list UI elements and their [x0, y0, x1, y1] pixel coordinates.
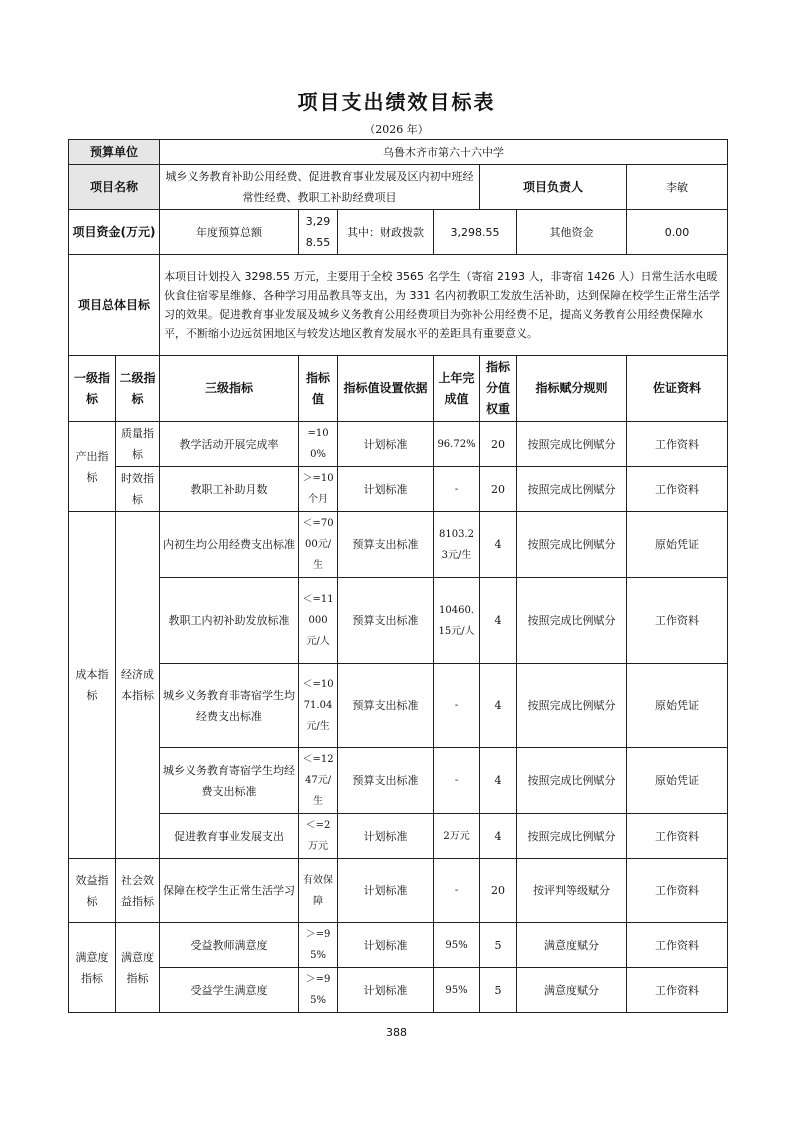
row-weight: 4: [480, 664, 517, 748]
annual-budget-label: 年度预算总额: [160, 210, 299, 255]
row-level3: 教学活动开展完成率: [160, 422, 299, 467]
header-rule: 指标赋分规则: [517, 356, 627, 422]
group-timeliness: 时效指标: [116, 467, 160, 512]
project-name-value: 城乡义务教育补助公用经费、促进教育事业发展及区内初中班经常性经费、教职工补助经费项目: [160, 165, 480, 210]
page-title: 项目支出绩效目标表: [297, 90, 496, 114]
performance-goal-table: [68, 139, 728, 1013]
row-evidence: 工作资料: [627, 578, 728, 664]
header-last-year: 上年完成值: [434, 356, 480, 422]
row-level3: 受益教师满意度: [160, 923, 299, 968]
row-value: ＞=10个月: [299, 467, 338, 512]
project-name-label: 项目名称: [69, 165, 160, 210]
row-weight: 20: [480, 422, 517, 467]
overall-goal-text: 本项目计划投入 3298.55 万元，主要用于全校 3565 名学生（寄宿 2193 人，非寄宿 1426 人）日常生活水电暖伙食住宿零星维修、各种学习用品教具等支出，为 331 名内初教职工发放生活补助，达到保障在校学生正常生活学习的效果。促进教育事业发展及城乡义务教育公用经费项目为弥补公用经费不足，提高义务教育公用经费保障水平，不断缩小边远贫困地区与较发达地区教育发展水平的差距具有重要意义。: [160, 255, 728, 356]
row-last-year: 2万元: [434, 814, 480, 859]
row-last-year: 10460.15元/人: [434, 578, 480, 664]
header-level3: 三级指标: [160, 356, 299, 422]
row-last-year: -: [434, 859, 480, 923]
row-value: =100%: [299, 422, 338, 467]
row-value: ＞=95%: [299, 968, 338, 1013]
row-rule: 按照完成比例赋分: [517, 422, 627, 467]
row-basis: 计划标准: [338, 859, 434, 923]
project-leader-value: 李敏: [627, 165, 728, 210]
header-weight: 指标分值权重: [480, 356, 517, 422]
row-value: ＜=1071.04元/生: [299, 664, 338, 748]
row-level3: 城乡义务教育非寄宿学生均经费支出标准: [160, 664, 299, 748]
row-last-year: -: [434, 664, 480, 748]
budget-unit-label: 预算单位: [69, 140, 160, 165]
row-evidence: 工作资料: [627, 422, 728, 467]
row-evidence: 原始凭证: [627, 512, 728, 578]
row-rule: 按照完成比例赋分: [517, 512, 627, 578]
group-social-benefit: 社会效益指标: [116, 859, 160, 923]
project-leader-label: 项目负责人: [480, 165, 627, 210]
row-last-year: 95%: [434, 968, 480, 1013]
row-level3: 教职工补助月数: [160, 467, 299, 512]
group-cost: 成本指标: [69, 512, 116, 859]
page-number: 388: [386, 1026, 407, 1039]
row-evidence: 原始凭证: [627, 748, 728, 814]
row-basis: 预算支出标准: [338, 664, 434, 748]
row-basis: 计划标准: [338, 923, 434, 968]
row-evidence: 工作资料: [627, 859, 728, 923]
row-basis: 计划标准: [338, 814, 434, 859]
group-output: 产出指标: [69, 422, 116, 512]
fiscal-funds-value: 3,298.55: [434, 210, 517, 255]
row-rule: 满意度赋分: [517, 923, 627, 968]
row-basis: 计划标准: [338, 968, 434, 1013]
row-level3: 城乡义务教育寄宿学生均经费支出标准: [160, 748, 299, 814]
group-benefit: 效益指标: [69, 859, 116, 923]
row-rule: 按照完成比例赋分: [517, 578, 627, 664]
header-level2: 二级指标: [116, 356, 160, 422]
row-last-year: 95%: [434, 923, 480, 968]
row-evidence: 原始凭证: [627, 664, 728, 748]
row-level3: 受益学生满意度: [160, 968, 299, 1013]
row-value: ＜=11000元/人: [299, 578, 338, 664]
other-funds-value: 0.00: [627, 210, 728, 255]
other-funds-label: 其他资金: [517, 210, 627, 255]
row-rule: 按照完成比例赋分: [517, 748, 627, 814]
row-last-year: 96.72%: [434, 422, 480, 467]
group-satisfaction: 满意度指标: [69, 923, 116, 1013]
row-rule: 按照完成比例赋分: [517, 467, 627, 512]
row-basis: 预算支出标准: [338, 748, 434, 814]
row-weight: 4: [480, 814, 517, 859]
row-evidence: 工作资料: [627, 968, 728, 1013]
row-evidence: 工作资料: [627, 923, 728, 968]
row-last-year: -: [434, 467, 480, 512]
row-basis: 计划标准: [338, 422, 434, 467]
row-level3: 保障在校学生正常生活学习: [160, 859, 299, 923]
row-basis: 预算支出标准: [338, 512, 434, 578]
annual-budget-value: 3,298.55: [299, 210, 338, 255]
row-value: ＜=2万元: [299, 814, 338, 859]
group-satisfaction-sub: 满意度指标: [116, 923, 160, 1013]
row-weight: 5: [480, 968, 517, 1013]
row-weight: 4: [480, 578, 517, 664]
row-rule: 按评判等级赋分: [517, 859, 627, 923]
project-funds-label: 项目资金(万元): [69, 210, 160, 255]
group-economic-cost: 经济成本指标: [116, 512, 160, 859]
row-weight: 20: [480, 467, 517, 512]
overall-goal-label: 项目总体目标: [69, 255, 160, 356]
row-rule: 按照完成比例赋分: [517, 664, 627, 748]
row-value: ＜=7000元/生: [299, 512, 338, 578]
row-level3: 教职工内初补助发放标准: [160, 578, 299, 664]
group-quality: 质量指标: [116, 422, 160, 467]
row-rule: 按照完成比例赋分: [517, 814, 627, 859]
header-basis: 指标值设置依据: [338, 356, 434, 422]
year-label: （2026 年）: [364, 123, 429, 136]
row-level3: 内初生均公用经费支出标准: [160, 512, 299, 578]
row-last-year: -: [434, 748, 480, 814]
row-value: ＜=1247元/生: [299, 748, 338, 814]
row-basis: 预算支出标准: [338, 578, 434, 664]
row-weight: 20: [480, 859, 517, 923]
header-evidence: 佐证资料: [627, 356, 728, 422]
row-weight: 4: [480, 748, 517, 814]
row-value: 有效保障: [299, 859, 338, 923]
row-evidence: 工作资料: [627, 467, 728, 512]
header-level1: 一级指标: [69, 356, 116, 422]
row-basis: 计划标准: [338, 467, 434, 512]
row-last-year: 8103.23元/生: [434, 512, 480, 578]
fiscal-funds-label: 其中：财政拨款: [338, 210, 434, 255]
row-rule: 满意度赋分: [517, 968, 627, 1013]
row-weight: 5: [480, 923, 517, 968]
row-weight: 4: [480, 512, 517, 578]
row-value: ＞=95%: [299, 923, 338, 968]
budget-unit-value: 乌鲁木齐市第六十六中学: [160, 140, 728, 165]
row-evidence: 工作资料: [627, 814, 728, 859]
row-level3: 促进教育事业发展支出: [160, 814, 299, 859]
header-indicator-value: 指标值: [299, 356, 338, 422]
